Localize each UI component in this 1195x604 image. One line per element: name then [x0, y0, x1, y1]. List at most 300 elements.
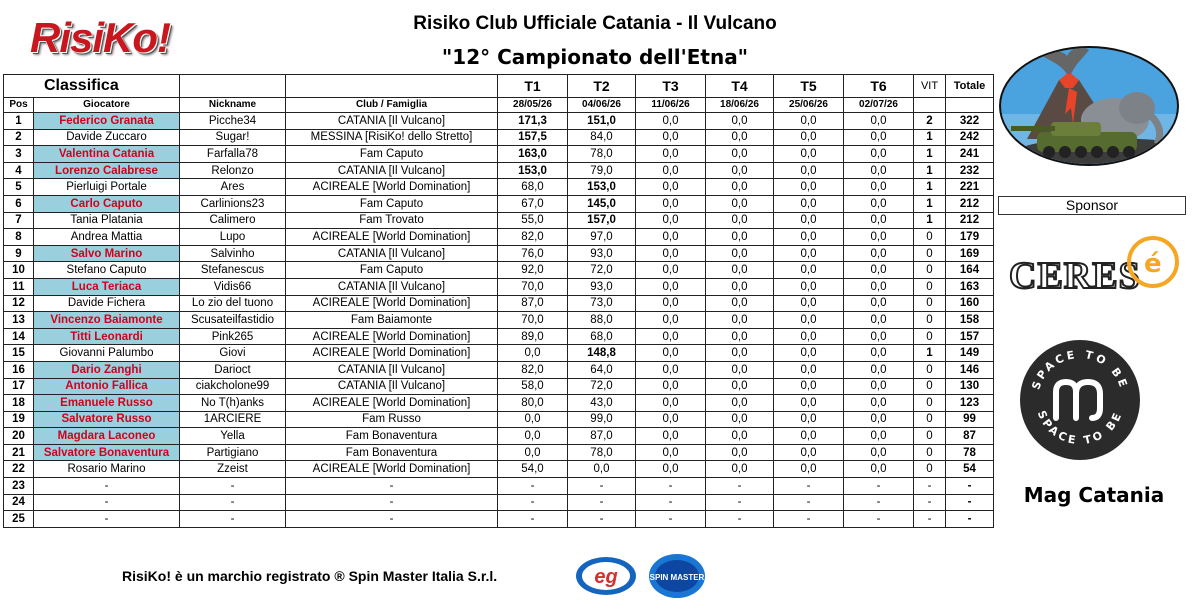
- total-score: -: [946, 494, 994, 511]
- header-total: Totale: [946, 75, 994, 98]
- player-nickname: ciakcholone99: [180, 378, 286, 395]
- total-score: 221: [946, 179, 994, 196]
- score-t5: 0,0: [774, 162, 844, 179]
- total-score: -: [946, 478, 994, 495]
- score-t6: 0,0: [844, 345, 914, 362]
- victories: 1: [914, 162, 946, 179]
- score-t4: 0,0: [706, 361, 774, 378]
- stb-text-bottom: SPACE TO BE: [1034, 408, 1126, 448]
- row-position: 4: [4, 162, 34, 179]
- player-name: Salvo Marino: [34, 245, 180, 262]
- header-t1: T1: [498, 75, 568, 98]
- score-t5: 0,0: [774, 146, 844, 163]
- score-t6: 0,0: [844, 179, 914, 196]
- player-nickname: Yella: [180, 428, 286, 445]
- victories: 2: [914, 113, 946, 130]
- score-t2: 84,0: [568, 129, 636, 146]
- score-t1: -: [498, 494, 568, 511]
- date-t2: 04/06/26: [568, 98, 636, 113]
- score-t4: 0,0: [706, 444, 774, 461]
- date-t1: 28/05/26: [498, 98, 568, 113]
- player-name: Federico Granata: [34, 113, 180, 130]
- player-nickname: Ares: [180, 179, 286, 196]
- victories: -: [914, 494, 946, 511]
- player-name: Pierluigi Portale: [34, 179, 180, 196]
- table-row: [4, 113, 994, 130]
- victories: 0: [914, 411, 946, 428]
- score-t4: 0,0: [706, 146, 774, 163]
- score-t4: 0,0: [706, 428, 774, 445]
- player-club: ACIREALE [World Domination]: [286, 328, 498, 345]
- table-row: [4, 361, 994, 378]
- score-t6: 0,0: [844, 278, 914, 295]
- score-t3: 0,0: [636, 146, 706, 163]
- score-t3: 0,0: [636, 195, 706, 212]
- total-score: 158: [946, 312, 994, 329]
- table-title: Classifica: [4, 75, 180, 98]
- score-t4: 0,0: [706, 229, 774, 246]
- score-t2: 148,8: [568, 345, 636, 362]
- score-t4: 0,0: [706, 113, 774, 130]
- victories: 1: [914, 212, 946, 229]
- score-t1: 70,0: [498, 312, 568, 329]
- player-nickname: Partigiano: [180, 444, 286, 461]
- score-t5: -: [774, 494, 844, 511]
- eg-logo-text: eg: [594, 566, 618, 588]
- total-score: 179: [946, 229, 994, 246]
- player-name: Tania Platania: [34, 212, 180, 229]
- table-row: [4, 444, 994, 461]
- score-t6: 0,0: [844, 229, 914, 246]
- total-score: 99: [946, 411, 994, 428]
- score-t2: 97,0: [568, 229, 636, 246]
- score-t1: 157,5: [498, 129, 568, 146]
- score-t2: 68,0: [568, 328, 636, 345]
- row-position: 13: [4, 312, 34, 329]
- score-t5: 0,0: [774, 129, 844, 146]
- risiko-logo: [30, 14, 220, 62]
- score-t4: 0,0: [706, 262, 774, 279]
- row-position: 21: [4, 444, 34, 461]
- spin-logo-text: SPIN MASTER: [649, 573, 705, 582]
- row-position: 9: [4, 245, 34, 262]
- player-name: Vincenzo Baiamonte: [34, 312, 180, 329]
- row-position: 10: [4, 262, 34, 279]
- score-t5: 0,0: [774, 345, 844, 362]
- score-t6: 0,0: [844, 328, 914, 345]
- player-name: -: [34, 494, 180, 511]
- score-t2: 72,0: [568, 378, 636, 395]
- score-t5: 0,0: [774, 295, 844, 312]
- score-t1: 55,0: [498, 212, 568, 229]
- player-nickname: Salvinho: [180, 245, 286, 262]
- total-score: 149: [946, 345, 994, 362]
- score-t5: 0,0: [774, 278, 844, 295]
- score-t2: 145,0: [568, 195, 636, 212]
- score-t6: 0,0: [844, 113, 914, 130]
- player-club: ACIREALE [World Domination]: [286, 179, 498, 196]
- score-t6: 0,0: [844, 146, 914, 163]
- victories: 1: [914, 146, 946, 163]
- total-score: 146: [946, 361, 994, 378]
- row-position: 17: [4, 378, 34, 395]
- score-t1: 87,0: [498, 295, 568, 312]
- score-t4: 0,0: [706, 212, 774, 229]
- row-position: 24: [4, 494, 34, 511]
- score-t6: 0,0: [844, 212, 914, 229]
- player-nickname: Carlinions23: [180, 195, 286, 212]
- date-t4: 18/06/26: [706, 98, 774, 113]
- score-t2: -: [568, 494, 636, 511]
- score-t4: 0,0: [706, 295, 774, 312]
- ceres-badge-text: é: [1144, 249, 1162, 279]
- score-t2: 93,0: [568, 278, 636, 295]
- player-name: Stefano Caputo: [34, 262, 180, 279]
- table-row: [4, 229, 994, 246]
- player-nickname: Lo zio del tuono: [180, 295, 286, 312]
- player-name: Giovanni Palumbo: [34, 345, 180, 362]
- player-club: ACIREALE [World Domination]: [286, 395, 498, 412]
- player-club: ACIREALE [World Domination]: [286, 295, 498, 312]
- player-nickname: Sugar!: [180, 129, 286, 146]
- score-t4: -: [706, 478, 774, 495]
- score-t3: -: [636, 511, 706, 528]
- player-name: -: [34, 478, 180, 495]
- score-t3: 0,0: [636, 312, 706, 329]
- volcano-elephant-illustration: [997, 44, 1181, 168]
- victories: 0: [914, 461, 946, 478]
- table-row: [4, 478, 994, 495]
- table-row: [4, 411, 994, 428]
- row-position: 23: [4, 478, 34, 495]
- score-t2: 64,0: [568, 361, 636, 378]
- player-club: -: [286, 494, 498, 511]
- table-row: [4, 262, 994, 279]
- player-nickname: -: [180, 494, 286, 511]
- score-t5: -: [774, 511, 844, 528]
- victories: 0: [914, 378, 946, 395]
- player-name: Carlo Caputo: [34, 195, 180, 212]
- player-nickname: Giovi: [180, 345, 286, 362]
- table-row: [4, 146, 994, 163]
- risiko-logo-text: RisiKo!: [30, 14, 170, 61]
- ceres-logo: [1005, 232, 1185, 298]
- player-club: Fam Caputo: [286, 262, 498, 279]
- player-name: Rosario Marino: [34, 461, 180, 478]
- stb-text-top: SPACE TO BE: [1029, 347, 1131, 392]
- player-nickname: 1ARCIERE: [180, 411, 286, 428]
- player-club: -: [286, 511, 498, 528]
- player-club: Fam Caputo: [286, 195, 498, 212]
- header-player: Giocatore: [34, 98, 180, 113]
- score-t1: 171,3: [498, 113, 568, 130]
- player-club: ACIREALE [World Domination]: [286, 345, 498, 362]
- table-row: [4, 129, 994, 146]
- table-row: [4, 195, 994, 212]
- header-club: Club / Famiglia: [286, 98, 498, 113]
- row-position: 14: [4, 328, 34, 345]
- table-row: [4, 345, 994, 362]
- table-row: [4, 162, 994, 179]
- score-t6: 0,0: [844, 361, 914, 378]
- score-t4: 0,0: [706, 378, 774, 395]
- score-t2: 88,0: [568, 312, 636, 329]
- score-t4: 0,0: [706, 179, 774, 196]
- score-t1: -: [498, 478, 568, 495]
- score-t1: 153,0: [498, 162, 568, 179]
- player-name: Magdara Laconeo: [34, 428, 180, 445]
- victories: 1: [914, 345, 946, 362]
- total-score: 212: [946, 195, 994, 212]
- row-position: 3: [4, 146, 34, 163]
- date-t6: 02/07/26: [844, 98, 914, 113]
- header-t3: T3: [636, 75, 706, 98]
- player-club: CATANIA [Il Vulcano]: [286, 361, 498, 378]
- victories: 0: [914, 444, 946, 461]
- page-title: Risiko Club Ufficiale Catania - Il Vulcano: [413, 13, 777, 34]
- player-nickname: Picche34: [180, 113, 286, 130]
- total-score: 232: [946, 162, 994, 179]
- player-name: Titti Leonardi: [34, 328, 180, 345]
- player-nickname: Vidis66: [180, 278, 286, 295]
- score-t6: -: [844, 494, 914, 511]
- score-t2: 72,0: [568, 262, 636, 279]
- score-t6: 0,0: [844, 162, 914, 179]
- total-score: 163: [946, 278, 994, 295]
- score-t2: 153,0: [568, 179, 636, 196]
- player-club: Fam Trovato: [286, 212, 498, 229]
- row-position: 15: [4, 345, 34, 362]
- player-nickname: Darioct: [180, 361, 286, 378]
- score-t2: 157,0: [568, 212, 636, 229]
- row-position: 18: [4, 395, 34, 412]
- player-nickname: -: [180, 511, 286, 528]
- score-t1: 163,0: [498, 146, 568, 163]
- player-nickname: -: [180, 478, 286, 495]
- row-position: 5: [4, 179, 34, 196]
- score-t4: -: [706, 494, 774, 511]
- score-t4: 0,0: [706, 411, 774, 428]
- total-score: 169: [946, 245, 994, 262]
- score-t3: 0,0: [636, 345, 706, 362]
- footer-trademark: RisiKo! è un marchio registrato ® Spin Master Italia S.r.l.: [122, 568, 498, 584]
- victories: 0: [914, 312, 946, 329]
- player-nickname: Lupo: [180, 229, 286, 246]
- player-name: Davide Fichera: [34, 295, 180, 312]
- score-t5: 0,0: [774, 461, 844, 478]
- score-t6: 0,0: [844, 129, 914, 146]
- victories: 0: [914, 295, 946, 312]
- total-score: 87: [946, 428, 994, 445]
- player-club: -: [286, 478, 498, 495]
- player-nickname: Stefanescus: [180, 262, 286, 279]
- score-t1: 68,0: [498, 179, 568, 196]
- score-t1: 54,0: [498, 461, 568, 478]
- score-t5: 0,0: [774, 245, 844, 262]
- player-name: Antonio Fallica: [34, 378, 180, 395]
- score-t1: 0,0: [498, 345, 568, 362]
- championship-subtitle: "12° Campionato dell'Etna": [441, 45, 749, 69]
- player-club: ACIREALE [World Domination]: [286, 461, 498, 478]
- score-t5: 0,0: [774, 444, 844, 461]
- score-t3: 0,0: [636, 113, 706, 130]
- table-row: [4, 278, 994, 295]
- score-t6: -: [844, 478, 914, 495]
- score-t3: 0,0: [636, 411, 706, 428]
- score-t5: 0,0: [774, 361, 844, 378]
- table-row: [4, 428, 994, 445]
- ceres-logo-text: CERES: [1009, 255, 1141, 297]
- row-position: 11: [4, 278, 34, 295]
- score-t4: 0,0: [706, 278, 774, 295]
- player-club: Fam Russo: [286, 411, 498, 428]
- mag-catania-sponsor: Mag Catania: [1023, 483, 1165, 507]
- victories: 0: [914, 395, 946, 412]
- score-t3: 0,0: [636, 278, 706, 295]
- score-t4: 0,0: [706, 162, 774, 179]
- header-vit: VIT: [914, 75, 946, 98]
- victories: -: [914, 511, 946, 528]
- score-t3: 0,0: [636, 378, 706, 395]
- score-t1: 82,0: [498, 361, 568, 378]
- score-t5: 0,0: [774, 428, 844, 445]
- victories: 0: [914, 328, 946, 345]
- header-t4: T4: [706, 75, 774, 98]
- score-t1: 0,0: [498, 411, 568, 428]
- table-row: [4, 295, 994, 312]
- player-nickname: No T(h)anks: [180, 395, 286, 412]
- score-t4: 0,0: [706, 328, 774, 345]
- score-t3: -: [636, 478, 706, 495]
- player-nickname: Calimero: [180, 212, 286, 229]
- score-t5: 0,0: [774, 262, 844, 279]
- score-t1: 82,0: [498, 229, 568, 246]
- player-name: Davide Zuccaro: [34, 129, 180, 146]
- score-t1: 67,0: [498, 195, 568, 212]
- score-t5: 0,0: [774, 411, 844, 428]
- player-club: Fam Baiamonte: [286, 312, 498, 329]
- score-t4: 0,0: [706, 129, 774, 146]
- table-row: [4, 511, 994, 528]
- total-score: 212: [946, 212, 994, 229]
- victories: 1: [914, 195, 946, 212]
- score-t2: 151,0: [568, 113, 636, 130]
- total-score: 54: [946, 461, 994, 478]
- score-t5: 0,0: [774, 395, 844, 412]
- score-t3: 0,0: [636, 444, 706, 461]
- score-t3: 0,0: [636, 229, 706, 246]
- table-row: [4, 245, 994, 262]
- player-club: CATANIA [Il Vulcano]: [286, 278, 498, 295]
- score-t3: 0,0: [636, 179, 706, 196]
- player-nickname: Relonzo: [180, 162, 286, 179]
- score-t6: 0,0: [844, 444, 914, 461]
- victories: 0: [914, 245, 946, 262]
- player-name: Valentina Catania: [34, 146, 180, 163]
- victories: 0: [914, 361, 946, 378]
- score-t6: 0,0: [844, 295, 914, 312]
- sponsor-label: Sponsor: [998, 196, 1186, 215]
- row-position: 22: [4, 461, 34, 478]
- total-score: 78: [946, 444, 994, 461]
- player-club: ACIREALE [World Domination]: [286, 229, 498, 246]
- score-t6: 0,0: [844, 262, 914, 279]
- total-score: 322: [946, 113, 994, 130]
- victories: 0: [914, 229, 946, 246]
- score-t3: 0,0: [636, 428, 706, 445]
- score-t6: 0,0: [844, 428, 914, 445]
- table-row: [4, 328, 994, 345]
- score-t5: 0,0: [774, 312, 844, 329]
- total-score: 123: [946, 395, 994, 412]
- score-t3: 0,0: [636, 395, 706, 412]
- player-club: CATANIA [Il Vulcano]: [286, 245, 498, 262]
- table-row: [4, 378, 994, 395]
- score-t6: 0,0: [844, 312, 914, 329]
- player-name: Andrea Mattia: [34, 229, 180, 246]
- date-t3: 11/06/26: [636, 98, 706, 113]
- eg-logo: [575, 556, 637, 596]
- total-score: 241: [946, 146, 994, 163]
- score-t2: -: [568, 511, 636, 528]
- player-club: CATANIA [Il Vulcano]: [286, 378, 498, 395]
- score-t6: 0,0: [844, 245, 914, 262]
- victories: 1: [914, 129, 946, 146]
- score-t3: 0,0: [636, 461, 706, 478]
- score-t1: 0,0: [498, 444, 568, 461]
- table-row: [4, 179, 994, 196]
- player-name: Lorenzo Calabrese: [34, 162, 180, 179]
- row-position: 25: [4, 511, 34, 528]
- score-t3: 0,0: [636, 129, 706, 146]
- score-t3: 0,0: [636, 245, 706, 262]
- score-t2: 78,0: [568, 444, 636, 461]
- player-club: MESSINA [RisiKo! dello Stretto]: [286, 129, 498, 146]
- score-t5: 0,0: [774, 378, 844, 395]
- score-t6: 0,0: [844, 395, 914, 412]
- total-score: 157: [946, 328, 994, 345]
- header-pos: Pos: [4, 98, 34, 113]
- victories: 0: [914, 278, 946, 295]
- score-t4: 0,0: [706, 245, 774, 262]
- score-t4: -: [706, 511, 774, 528]
- total-score: -: [946, 511, 994, 528]
- score-t5: 0,0: [774, 229, 844, 246]
- header-t6: T6: [844, 75, 914, 98]
- header-t2: T2: [568, 75, 636, 98]
- score-t1: 89,0: [498, 328, 568, 345]
- player-name: Salvatore Russo: [34, 411, 180, 428]
- score-t1: 58,0: [498, 378, 568, 395]
- score-t1: 0,0: [498, 428, 568, 445]
- score-t3: 0,0: [636, 162, 706, 179]
- score-t3: 0,0: [636, 361, 706, 378]
- player-club: Fam Caputo: [286, 146, 498, 163]
- row-position: 12: [4, 295, 34, 312]
- standings-table: [3, 74, 994, 528]
- score-t2: 79,0: [568, 162, 636, 179]
- score-t4: 0,0: [706, 312, 774, 329]
- player-club: CATANIA [Il Vulcano]: [286, 162, 498, 179]
- score-t2: 99,0: [568, 411, 636, 428]
- score-t3: 0,0: [636, 212, 706, 229]
- table-row: [4, 212, 994, 229]
- score-t1: 80,0: [498, 395, 568, 412]
- row-position: 16: [4, 361, 34, 378]
- score-t3: 0,0: [636, 328, 706, 345]
- row-position: 19: [4, 411, 34, 428]
- date-t5: 25/06/26: [774, 98, 844, 113]
